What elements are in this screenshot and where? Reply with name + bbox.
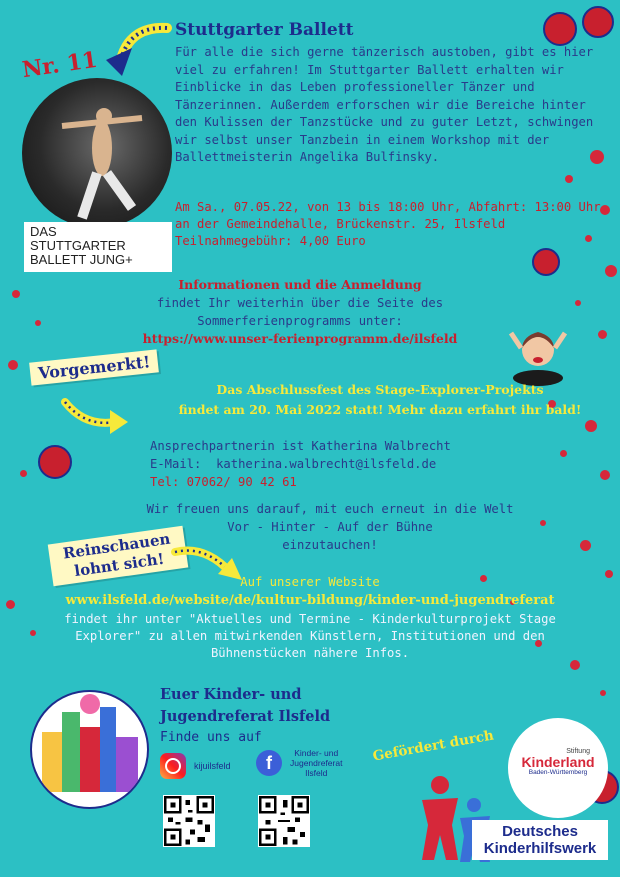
instagram-row[interactable]	[160, 753, 231, 779]
dkhw-line-2: Kinderhilfswerk	[483, 840, 597, 857]
vorgemerkt-text	[150, 380, 610, 420]
website-block	[0, 574, 620, 662]
dkhw-logo	[412, 770, 608, 870]
star-badge-icon	[543, 12, 577, 46]
org-line-2: Jugendreferat Ilsfeld	[160, 708, 331, 725]
logo-line-1: DAS	[30, 224, 57, 239]
website-url-link[interactable]: www.ilsfeld.de/website/de/kultur-bildung/kinder-und-jugendreferat	[65, 593, 555, 608]
website-text-3: Bühnenstücken nähere Infos.	[210, 646, 410, 660]
issue-number: Nr. 11	[20, 46, 100, 84]
dkhw-line-1: Deutsches	[502, 823, 578, 840]
info-line-1: findet Ihr weiterhin über die Seite des	[156, 296, 444, 310]
email-link[interactable]: katherina.walbrecht@ilsfeld.de	[216, 457, 437, 471]
closing-line-2: Vor - Hinter - Auf der Bühne	[227, 520, 433, 534]
website-text-1: findet ihr unter "Aktuelles und Termine - Kinderkulturprojekt Stage	[64, 612, 556, 626]
org-line-1: Euer Kinder- und	[160, 686, 302, 703]
vorgemerkt-line-2: findet am 20. Mai 2022 statt! Mehr dazu erfahrt ihr bald!	[178, 402, 582, 417]
contact-person: Ansprechpartnerin ist Katherina Walbrecht	[150, 439, 451, 453]
dancer-photo	[22, 78, 172, 228]
website-text-2: Explorer" zu allen mitwirkenden Künstlern, Institutionen und den	[75, 629, 545, 643]
event-location: an der Gemeindehalle, Brückenstr. 25, Ilsfeld	[175, 217, 506, 231]
bw-text: Baden-Württemberg	[528, 769, 588, 776]
find-us-label: Finde uns auf	[160, 730, 262, 745]
gefoerdert-label: Gefördert durch	[371, 727, 495, 765]
logo-line-3: BALLETT JUNG+	[30, 252, 133, 267]
star-badge-icon	[38, 445, 72, 479]
facebook-line-1: Kinder- und	[294, 748, 339, 758]
closing-line-1: Wir freuen uns darauf, mit euch erneut in die Welt	[146, 502, 514, 516]
contact-block	[150, 437, 451, 491]
org-name	[160, 684, 330, 728]
event-info	[175, 199, 601, 250]
event-fee: Teilnahmegebühr: 4,00 Euro	[175, 234, 366, 248]
email-label: E-Mail:	[150, 457, 202, 471]
facebook-line-2: Jugendreferat	[290, 758, 343, 768]
instagram-handle: kijuilsfeld	[194, 761, 231, 771]
city-badge-logo	[30, 690, 149, 809]
kinderland-text: Kinderland	[521, 754, 595, 770]
page-title: Stuttgarter Ballett	[175, 20, 354, 40]
closing-line-3: einzutauchen!	[282, 538, 378, 552]
logo-line-2: STUTTGARTER	[30, 238, 126, 253]
facebook-qr-code[interactable]	[258, 795, 310, 847]
star-badge-icon	[582, 6, 614, 38]
stiftung-text: Stiftung	[566, 748, 590, 755]
info-heading: Informationen und die Anmeldung	[178, 277, 422, 292]
vorgemerkt-label: Vorgemerkt!	[29, 349, 159, 385]
website-intro: Auf unserer Website	[240, 575, 380, 589]
star-badge-icon	[532, 248, 560, 276]
instagram-qr-code[interactable]	[163, 795, 215, 847]
info-url-link[interactable]: https://www.unser-ferienprogramm.de/ilsfeld	[142, 331, 458, 346]
facebook-line-3: Ilsfeld	[305, 768, 328, 778]
arrow-icon	[60, 392, 130, 442]
vorgemerkt-line-1: Das Abschlussfest des Stage-Explorer-Projekts	[216, 382, 544, 397]
contact-email-row	[150, 455, 451, 473]
reinschauen-label: Reinschauen lohnt sich!	[48, 526, 189, 587]
ballett-logo	[24, 222, 172, 272]
facebook-icon: f	[256, 750, 282, 776]
event-date: Am Sa., 07.05.22, von 13 bis 18:00 Uhr, Abfahrt: 13:00 Uhr	[175, 200, 601, 214]
arrow-icon	[92, 18, 172, 78]
contact-phone: Tel: 07062/ 90 42 61	[150, 475, 297, 489]
avatar	[503, 318, 573, 388]
instagram-icon	[160, 753, 186, 779]
info-line-2: Sommerferienprogramms unter:	[197, 314, 403, 328]
facebook-row[interactable]	[256, 748, 342, 778]
ballett-description: Für alle die sich gerne tänzerisch austoben, gibt es hier viel zu erfahren! Im Stuttgarter Ballett erhalten wir Einblicke in das Leben professioneller Tänzer und Tänzerinnen. Außerdem erforschen wir die Bereiche hinter den Kulissen der Tanzstücke und zu guter Letzt, schwingen wir selbst unser Tanzbein in einem Workshop mit der Ballettmeisterin Angelika Bulfinsky.	[175, 45, 594, 164]
